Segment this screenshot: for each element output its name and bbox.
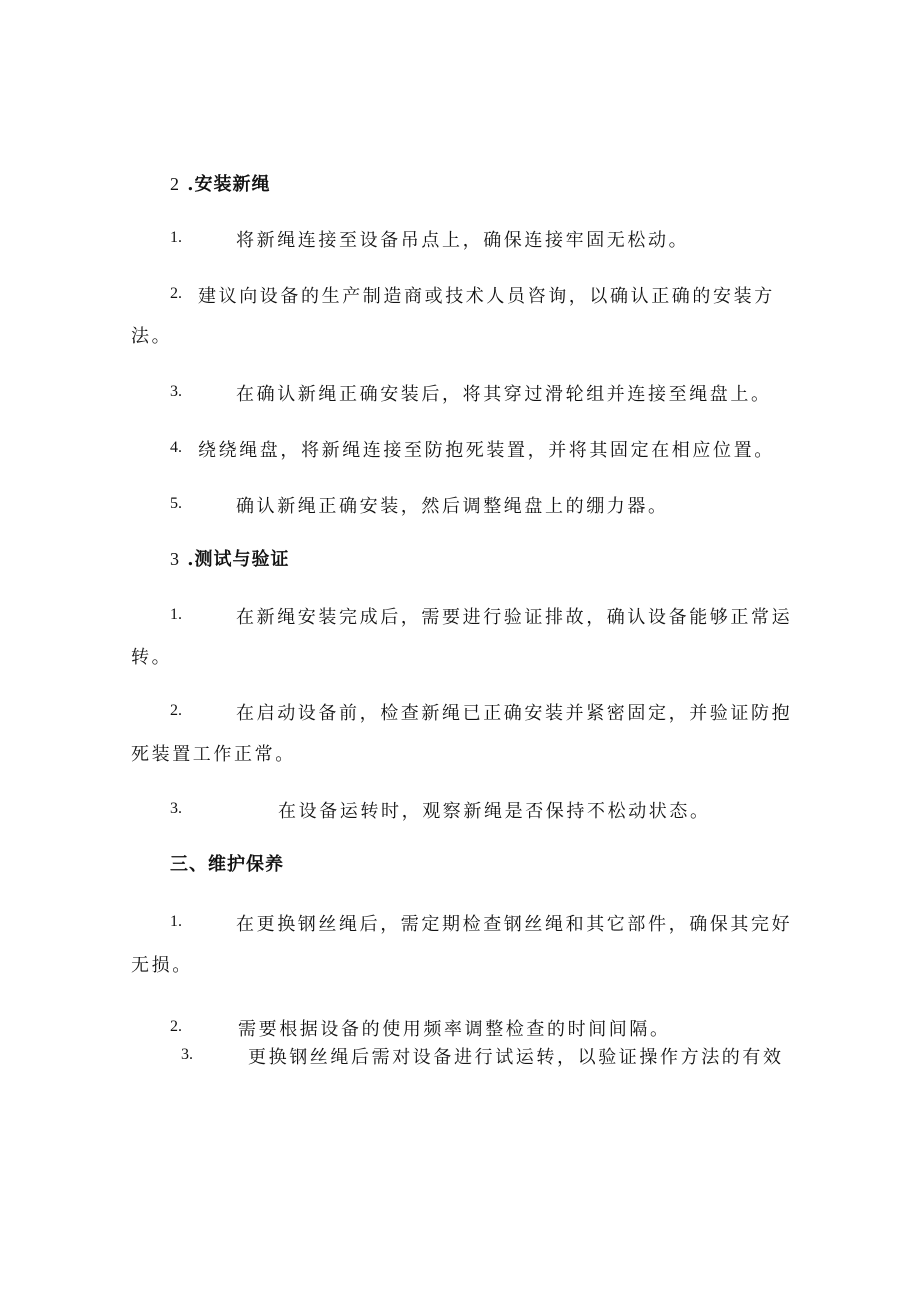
item-text-continuation: 转。 [131,647,173,668]
item-text: 确认新绳正确安装，然后调整绳盘上的绷力器。 [236,496,669,517]
item-number: 5. [170,495,182,512]
item-number: 3. [181,1046,193,1063]
section-heading [170,850,284,876]
item-text: 在设备运转时，观察新绳是否保持不松动状态。 [278,801,711,822]
item-number: 4. [170,439,182,456]
item-text-continuation: 死装置工作正常。 [131,744,296,765]
item-text-continuation: 法。 [131,326,173,347]
heading-text: .测试与验证 [187,549,290,570]
item-text: 在更换钢丝绳后，需定期检查钢丝绳和其它部件，确保其完好 [236,914,793,935]
item-number: 3. [170,383,182,400]
section-heading [170,170,271,196]
item-number: 3. [170,800,182,817]
section-heading [170,545,290,571]
item-number: 1. [170,229,182,246]
heading-text: .安装新绳 [187,174,271,195]
item-text: 更换钢丝绳后需对设备进行试运转，以验证操作方法的有效 [248,1047,784,1068]
item-number: 2. [170,1018,182,1035]
item-number: 1. [170,913,182,930]
item-number: 2. [170,702,182,719]
heading-number: 3 [170,549,180,569]
item-text: 将新绳连接至设备吊点上，确保连接牢固无松动。 [236,230,690,251]
item-number: 2. [170,285,182,302]
item-text: 建议向设备的生产制造商或技术人员咨询，以确认正确的安装方 [198,286,775,307]
heading-text: 三、维护保养 [170,854,284,875]
item-text: 在确认新绳正确安装后，将其穿过滑轮组并连接至绳盘上。 [236,384,772,405]
item-text-continuation: 无损。 [131,955,193,976]
item-text: 在启动设备前，检查新绳已正确安装并紧密固定，并验证防抱 [236,703,793,724]
item-number: 1. [170,606,182,623]
item-text: 绕绕绳盘，将新绳连接至防抱死装置，并将其固定在相应位置。 [198,440,775,461]
item-text: 在新绳安装完成后，需要进行验证排故，确认设备能够正常运 [236,607,793,628]
heading-number: 2 [170,174,180,194]
item-text: 需要根据设备的使用频率调整检查的时间间隔。 [238,1019,671,1040]
